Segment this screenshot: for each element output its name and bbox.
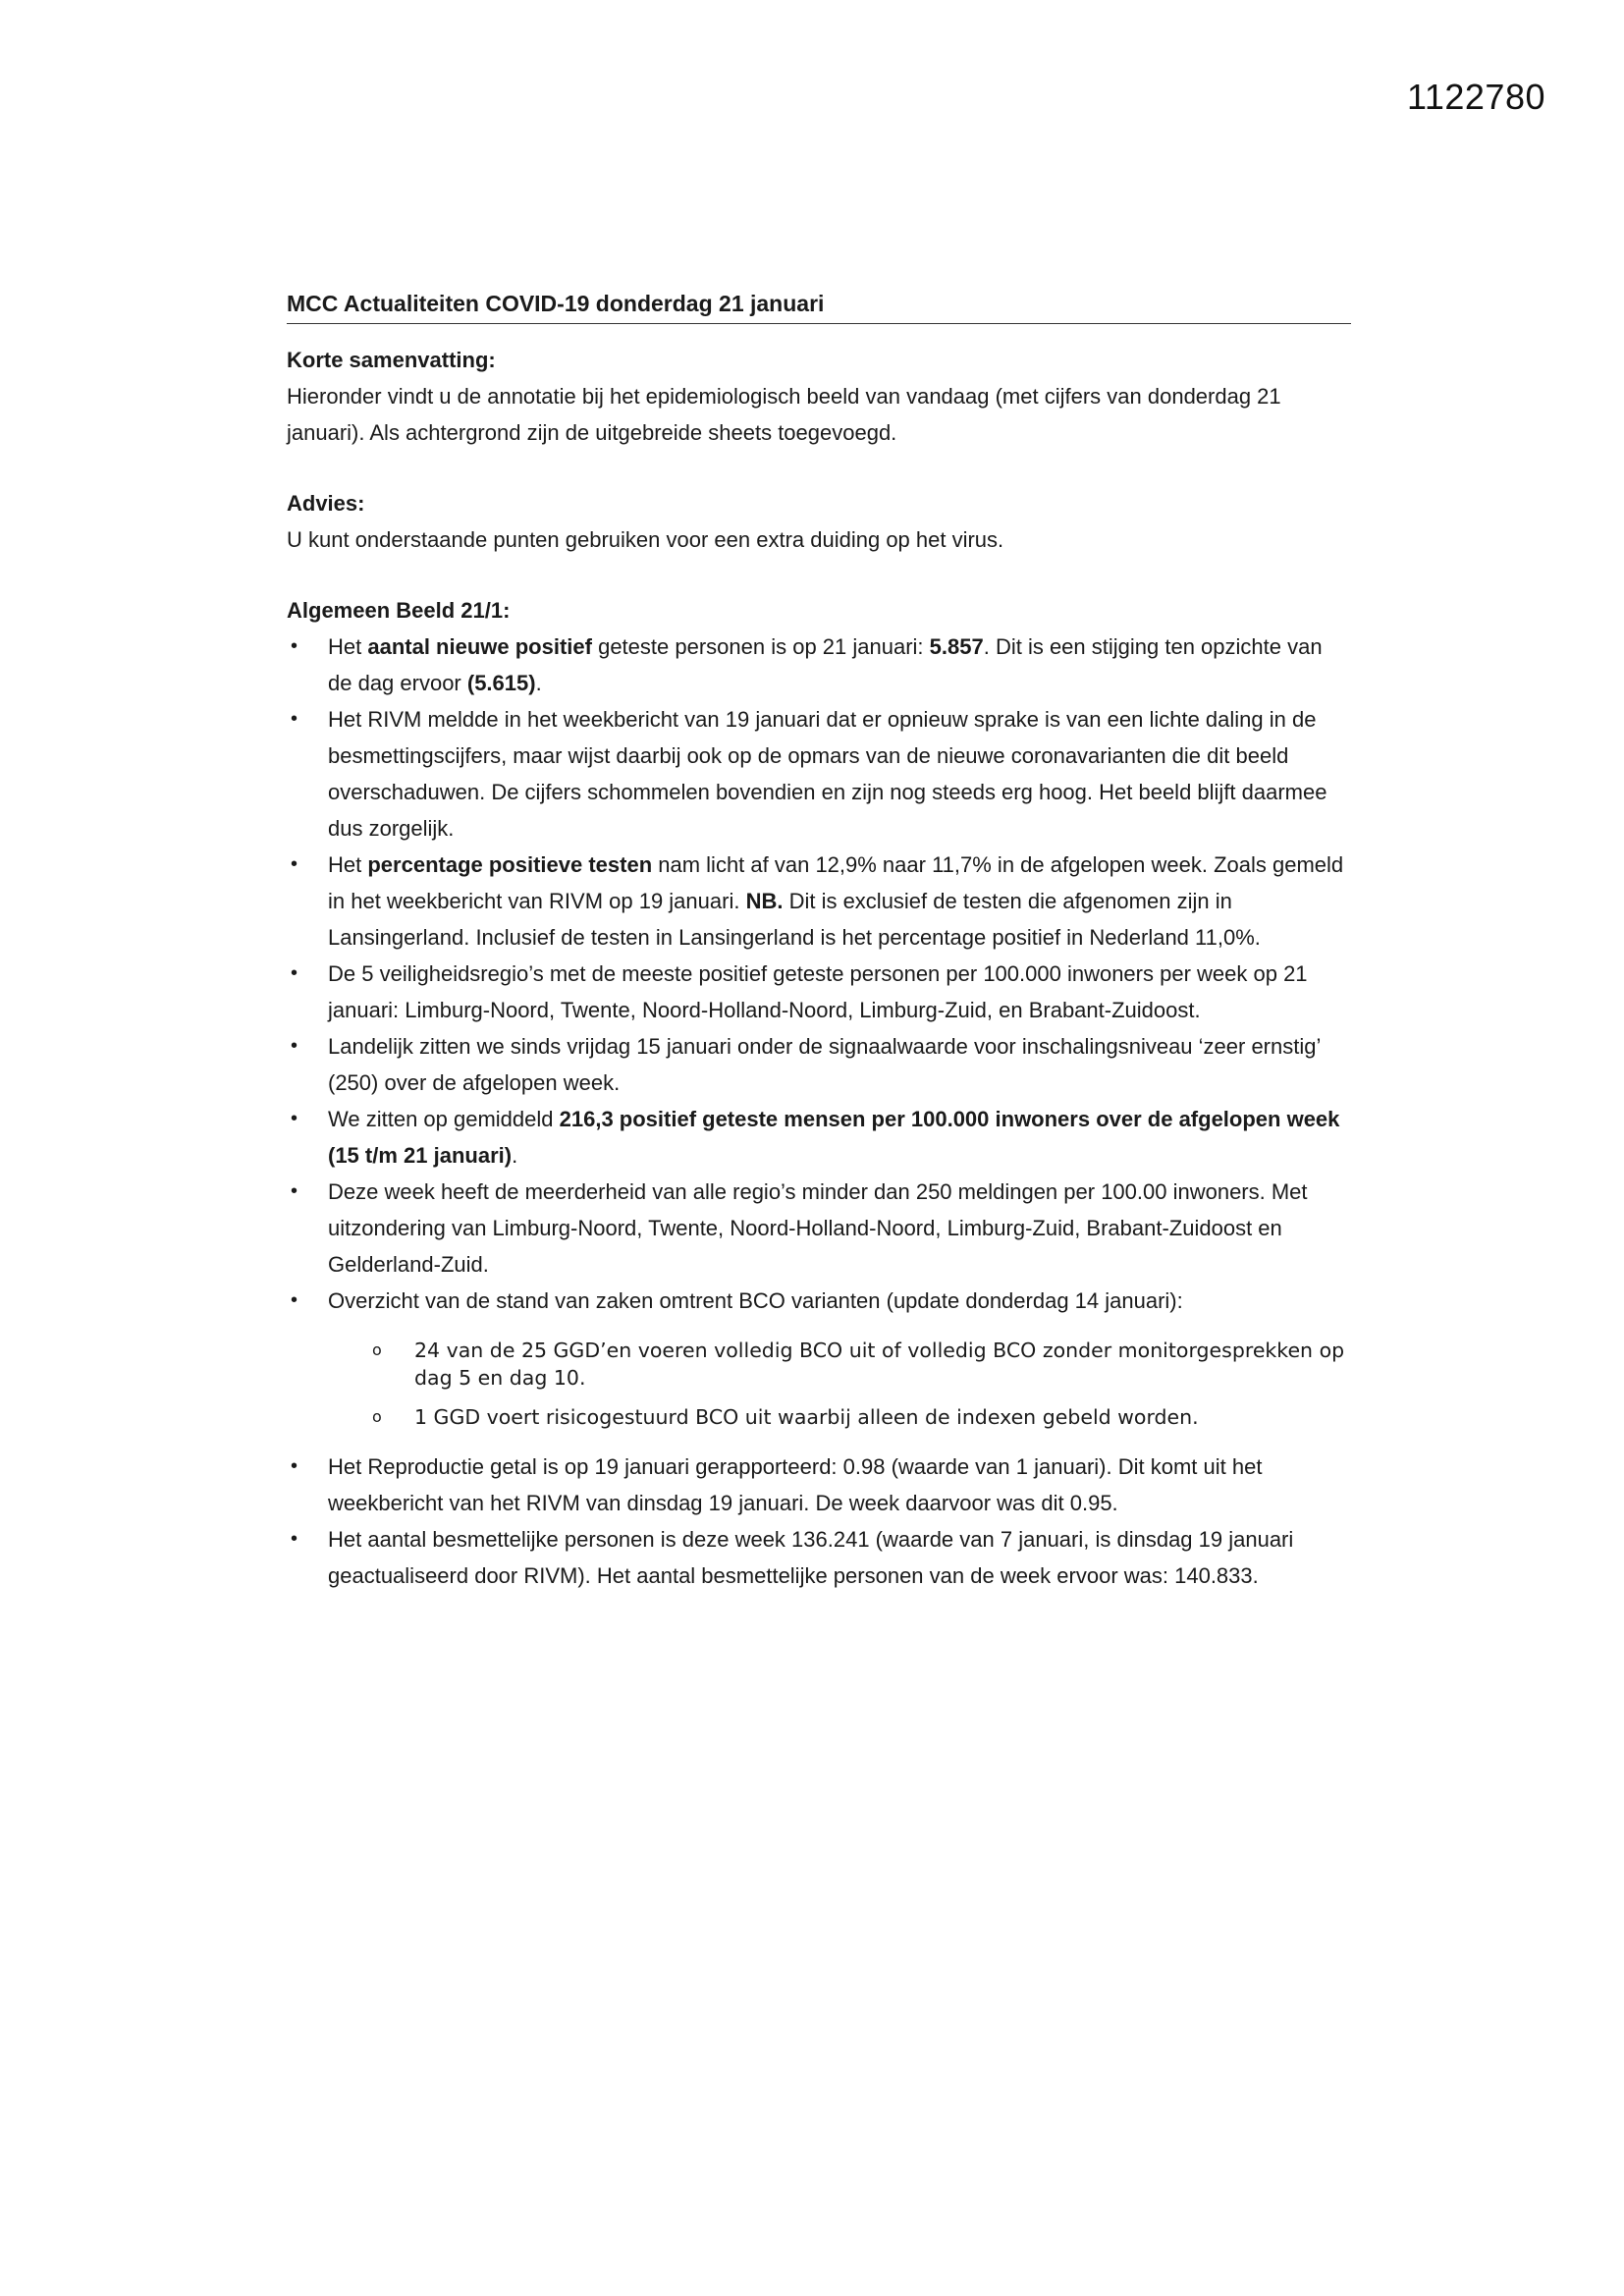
general-bullet-list [287, 629, 1351, 1594]
bullet-signal-value [287, 1028, 1351, 1101]
bullet-bco-overview [287, 1283, 1351, 1431]
sub-bullet-circle-icon: o [372, 1340, 382, 1359]
sub-bullet-full-bco [328, 1337, 1351, 1392]
document-number: 1122780 [1407, 77, 1545, 117]
bullet-text: We zitten op gemiddeld 216,3 positief geteste mensen per 100.000 inwoners over de afgelopen week (15 t/m 21 januari). [328, 1107, 1340, 1168]
general-section [287, 592, 1351, 1594]
bullet-dot-icon: • [291, 1180, 298, 1202]
bullet-dot-icon: • [291, 853, 298, 875]
bco-sub-bullet-list [328, 1337, 1351, 1431]
bullet-text: Overzicht van de stand van zaken omtrent BCO varianten (update donderdag 14 januari): [328, 1288, 1183, 1313]
bullet-dot-icon: • [291, 1528, 298, 1550]
bullet-regions-majority [287, 1174, 1351, 1283]
bullet-dot-icon: • [291, 1108, 298, 1129]
document-title: MCC Actualiteiten COVID-19 donderdag 21 januari [287, 287, 1351, 324]
bullet-text: Het aantal nieuwe positief geteste personen is op 21 januari: 5.857. Dit is een stijging ten opzichte van de dag ervoor (5.615). [328, 634, 1323, 695]
bullet-average-per-100k [287, 1101, 1351, 1174]
bullet-dot-icon: • [291, 1455, 298, 1477]
document-body [287, 287, 1351, 1628]
bullet-dot-icon: • [291, 708, 298, 730]
bullet-reproduction-number [287, 1449, 1351, 1521]
bullet-rivm-weekly [287, 701, 1351, 847]
bullet-dot-icon: • [291, 962, 298, 984]
bullet-top-regions [287, 956, 1351, 1028]
bullet-positive-percentage [287, 847, 1351, 956]
bullet-text: Landelijk zitten we sinds vrijdag 15 januari onder de signaalwaarde voor inschalingsniveau ‘zeer ernstig’ (250) over de afgelopen week. [328, 1034, 1321, 1095]
sub-bullet-circle-icon: o [372, 1407, 382, 1426]
bullet-text: Het aantal besmettelijke personen is deze week 136.241 (waarde van 7 januari, is dinsdag 19 januari geactualiseerd door RIVM). Het aantal besmettelijke personen van de week ervoor was: 140.833. [328, 1527, 1294, 1588]
sub-bullet-risk-based-bco [328, 1403, 1351, 1431]
bullet-dot-icon: • [291, 1035, 298, 1057]
bullet-dot-icon: • [291, 1289, 298, 1311]
summary-text: Hieronder vindt u de annotatie bij het epidemiologisch beeld van vandaag (met cijfers van donderdag 21 januari). Als achtergrond zijn de uitgebreide sheets toegevoegd. [287, 384, 1281, 445]
advice-heading: Advies: [287, 491, 365, 516]
bullet-text: Het percentage positieve testen nam licht af van 12,9% naar 11,7% in de afgelopen week. Zoals gemeld in het weekbericht van RIVM op 19 januari. NB. Dit is exclusief de testen die afgenomen zijn in Lansingerland. Inclusief de testen in Lansingerland is het percentage positief in Nederland 11,0%. [328, 852, 1344, 950]
bullet-text: De 5 veiligheidsregio’s met de meeste positief geteste personen per 100.000 inwoners per week op 21 januari: Limburg-Noord, Twente, Noord-Holland-Noord, Limburg-Zuid, en Brabant-Zuidoost. [328, 961, 1308, 1022]
bullet-infectious-persons [287, 1521, 1351, 1594]
sub-bullet-text: 1 GGD voert risicogestuurd BCO uit waarbij alleen de indexen gebeld worden. [414, 1405, 1199, 1429]
bullet-text: Deze week heeft de meerderheid van alle regio’s minder dan 250 meldingen per 100.00 inwoners. Met uitzondering van Limburg-Noord, Twente, Noord-Holland-Noord, Limburg-Zuid, Brabant-Zuidoost en Gelderland-Zuid. [328, 1179, 1308, 1277]
sub-bullet-text: 24 van de 25 GGD’en voeren volledig BCO uit of volledig BCO zonder monitorgesprekken op dag 5 en dag 10. [414, 1339, 1345, 1390]
general-heading: Algemeen Beeld 21/1: [287, 598, 511, 623]
bullet-text: Het RIVM meldde in het weekbericht van 19 januari dat er opnieuw sprake is van een lichte daling in de besmettingscijfers, maar wijst daarbij ook op de opmars van de nieuwe coronavarianten die dit beeld overschaduwen. De cijfers schommelen bovendien en zijn nog steeds erg hoog. Het beeld blijft daarmee dus zorgelijk. [328, 707, 1327, 841]
bullet-text: Het Reproductie getal is op 19 januari gerapporteerd: 0.98 (waarde van 1 januari). Dit komt uit het weekbericht van het RIVM van dinsdag 19 januari. De week daarvoor was dit 0.95. [328, 1454, 1263, 1515]
summary-heading: Korte samenvatting: [287, 348, 496, 372]
summary-section [287, 342, 1351, 451]
bullet-dot-icon: • [291, 635, 298, 657]
advice-text: U kunt onderstaande punten gebruiken voor een extra duiding op het virus. [287, 527, 1004, 552]
advice-section [287, 485, 1351, 558]
bullet-new-positive [287, 629, 1351, 701]
